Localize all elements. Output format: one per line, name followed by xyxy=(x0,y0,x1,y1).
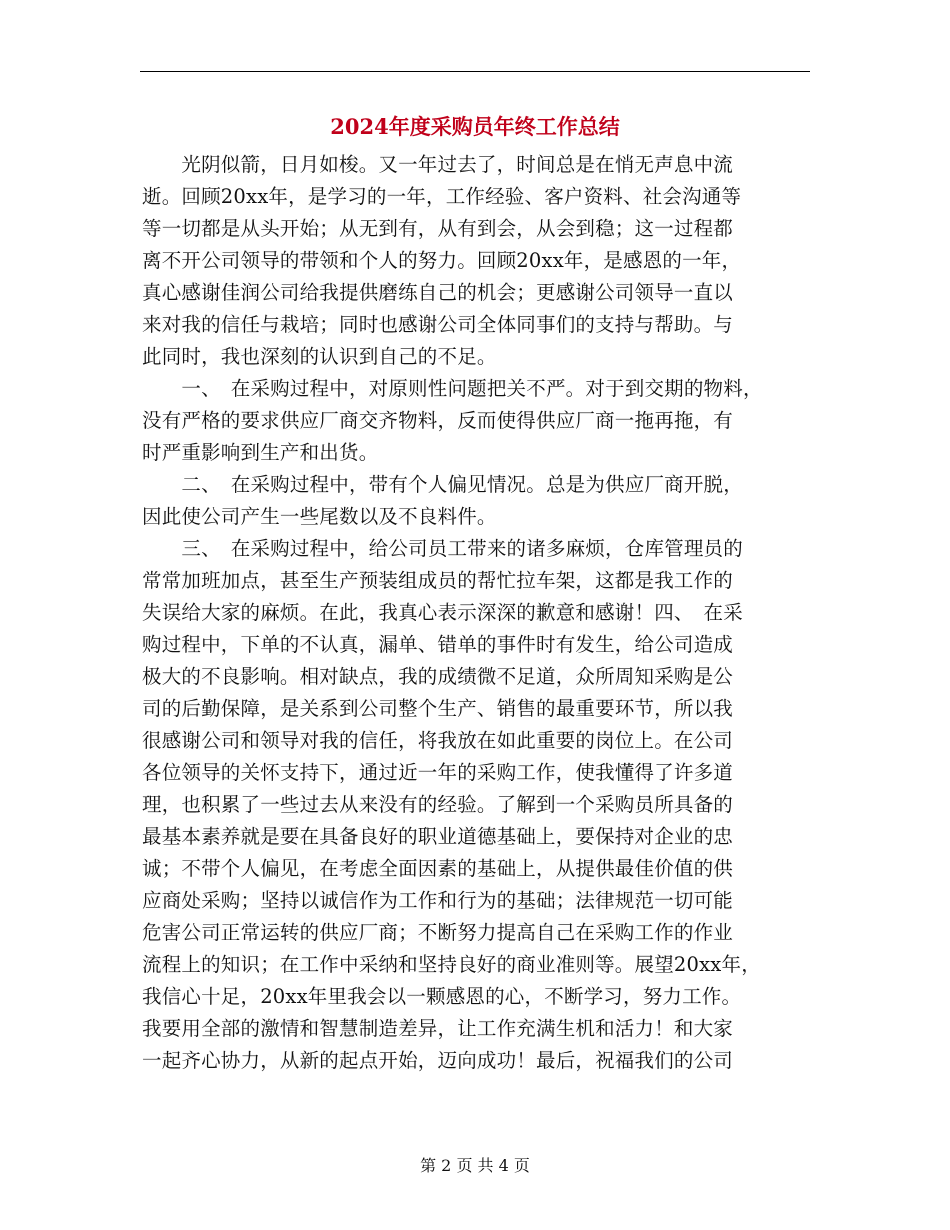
body-line: 各位领导的关怀支持下，通过近一年的采购工作，使我懂得了许多道 xyxy=(142,761,734,784)
body-line: 因此使公司产生一些尾数以及不良料件。 xyxy=(142,505,497,528)
body-line: 应商处采购；坚持以诚信作为工作和行为的基础；法律规范一切可能 xyxy=(142,889,734,912)
body-line: 流程上的知识；在工作中采纳和坚持良好的商业准则等。展望20xx年， xyxy=(142,953,761,976)
body-line: 诚；不带个人偏见，在考虑全面因素的基础上，从提供最佳价值的供 xyxy=(142,857,734,880)
header-rule xyxy=(140,71,810,72)
body-line: 我要用全部的激情和智慧制造差异，让工作充满生机和活力！和大家 xyxy=(142,1017,734,1040)
body-line: 危害公司正常运转的供应厂商；不断努力提高自己在采购工作的作业 xyxy=(142,921,734,944)
body-line: 时严重影响到生产和出货。 xyxy=(142,441,379,464)
body-line: 二、 在采购过程中，带有个人偏见情况。总是为供应厂商开脱， xyxy=(142,473,743,496)
body-line: 此同时，我也深刻的认识到自己的不足。 xyxy=(142,345,497,368)
body-line: 失误给大家的麻烦。在此，我真心表示深深的歉意和感谢！四、 在采 xyxy=(142,601,743,624)
document-title: 2024年度采购员年终工作总结 xyxy=(330,114,620,139)
body-line: 来对我的信任与栽培；同时也感谢公司全体同事们的支持与帮助。与 xyxy=(142,313,734,336)
body-line: 离不开公司领导的带领和个人的努力。回顾20xx年，是感恩的一年， xyxy=(142,249,742,272)
body-line: 三、 在采购过程中，给公司员工带来的诸多麻烦，仓库管理员的 xyxy=(142,537,743,560)
body-line: 我信心十足，20xx年里我会以一颗感恩的心，不断学习，努力工作。 xyxy=(142,985,742,1008)
body-line: 购过程中，下单的不认真，漏单、错单的事件时有发生，给公司造成 xyxy=(142,633,734,656)
body-line: 真心感谢佳润公司给我提供磨练自己的机会；更感谢公司领导一直以 xyxy=(142,281,734,304)
body-line: 没有严格的要求供应厂商交齐物料，反而使得供应厂商一拖再拖，有 xyxy=(142,409,734,432)
body-line: 很感谢公司和领导对我的信任，将我放在如此重要的岗位上。在公司 xyxy=(142,729,734,752)
body-line: 等一切都是从头开始；从无到有，从有到会，从会到稳；这一过程都 xyxy=(142,217,734,240)
body-line: 逝。回顾20xx年，是学习的一年，工作经验、客户资料、社会沟通等 xyxy=(142,185,742,208)
body-line: 极大的不良影响。相对缺点，我的成绩微不足道，众所周知采购是公 xyxy=(142,665,734,688)
body-line: 司的后勤保障，是关系到公司整个生产、销售的最重要环节，所以我 xyxy=(142,697,734,720)
body-line: 光阴似箭，日月如梭。又一年过去了，时间总是在悄无声息中流 xyxy=(142,153,734,176)
page-footer: 第 2 页 共 4 页 xyxy=(420,1156,530,1175)
body-line: 一、 在采购过程中，对原则性问题把关不严。对于到交期的物料， xyxy=(142,377,763,400)
body-line: 理，也积累了一些过去从来没有的经验。了解到一个采购员所具备的 xyxy=(142,793,734,816)
body-line: 最基本素养就是要在具备良好的职业道德基础上，要保持对企业的忠 xyxy=(142,825,734,848)
body-line: 一起齐心协力，从新的起点开始，迈向成功！最后，祝福我们的公司 xyxy=(142,1049,734,1072)
body-line: 常常加班加点，甚至生产预装组成员的帮忙拉车架，这都是我工作的 xyxy=(142,569,734,592)
